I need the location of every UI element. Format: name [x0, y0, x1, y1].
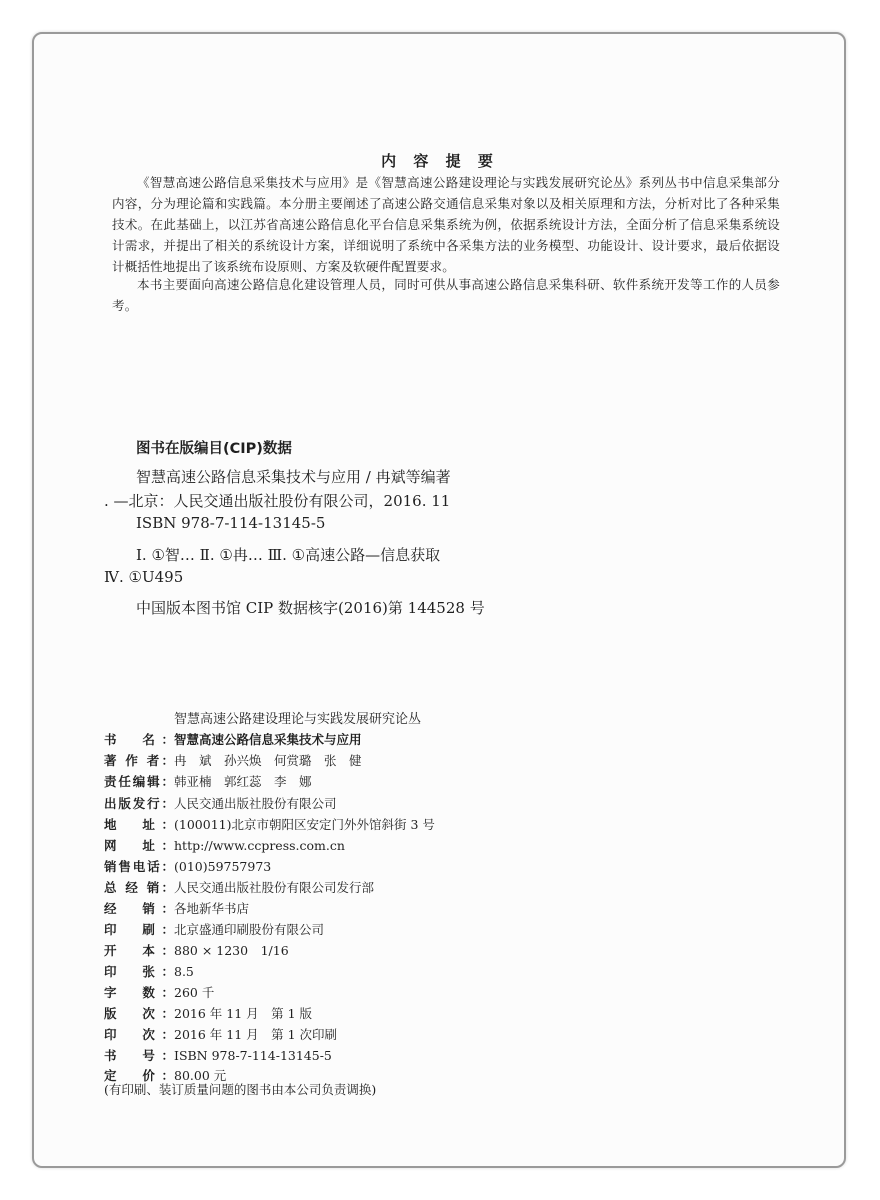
quality-note: (有印刷、装订质量问题的图书由本公司负责调换)	[104, 1082, 377, 1097]
cip-heading: 图书在版编目(CIP)数据	[136, 441, 292, 457]
info-value: (010)59757973	[174, 859, 272, 874]
info-label: 书 号：	[104, 1048, 174, 1063]
info-label: 开 本：	[104, 943, 174, 958]
summary-paragraph-1: 《智慧高速公路信息采集技术与应用》是《智慧高速公路建设理论与实践发展研究论丛》系列丛书中信息采集部分内容，分为理论篇和实践篇。本分册主要阐述了高速公路交通信息采集对象以及相关原理和方法，分析对比了各种采集技术。在此基础上，以江苏省高速公路信息化平台信息采集系统为例，依据系统设计方法，全面分析了信息采集系统设计需求，并提出了相关的系统设计方案，详细说明了系统中各采集方法的业务模型、功能设计、设计要求，最后依据设计概括性地提出了该系统布设原则、方案及软硬件配置要求。	[112, 175, 780, 274]
info-row	[104, 857, 271, 875]
cip-classification-line: Ⅰ. ①智… Ⅱ. ①冉… Ⅲ. ①高速公路—信息获取	[136, 546, 441, 564]
info-value: 8.5	[174, 964, 194, 979]
info-value: ISBN 978-7-114-13145-5	[174, 1048, 332, 1063]
info-label: 地 址：	[104, 817, 174, 832]
info-row	[104, 730, 362, 748]
cip-isbn-line: ISBN 978-7-114-13145-5	[136, 514, 326, 532]
info-value: 人民交通出版社股份有限公司发行部	[174, 880, 375, 895]
info-label: 印 刷：	[104, 922, 174, 937]
cip-record-number-line: 中国版本图书馆 CIP 数据核字(2016)第 144528 号	[136, 599, 485, 617]
info-label: 版 次：	[104, 1006, 174, 1021]
info-label: 出版发行：	[104, 796, 174, 811]
info-label: 总 经 销：	[104, 880, 174, 895]
info-label: 定 价：	[104, 1068, 174, 1083]
info-row	[104, 836, 345, 854]
info-row	[104, 772, 312, 790]
info-value: 韩亚楠 郭红蕊 李 娜	[174, 774, 312, 789]
series-name: 智慧高速公路建设理论与实践发展研究论丛	[174, 712, 422, 727]
info-row	[104, 941, 289, 959]
info-value: 冉 斌 孙兴焕 何赏璐 张 健	[174, 753, 362, 768]
info-value: 智慧高速公路信息采集技术与应用	[174, 732, 362, 747]
info-label: 印 次：	[104, 1027, 174, 1042]
info-row	[104, 962, 194, 980]
info-label: 著 作 者：	[104, 753, 174, 768]
cip-title-line: 智慧高速公路信息采集技术与应用 / 冉斌等编著	[136, 468, 451, 486]
info-label: 印 张：	[104, 964, 174, 979]
info-value: (100011)北京市朝阳区安定门外外馆斜街 3 号	[174, 817, 435, 832]
info-row	[104, 751, 362, 769]
info-row	[104, 1004, 312, 1022]
cip-publisher-line: . —北京：人民交通出版社股份有限公司，2016. 11	[104, 492, 451, 510]
info-value: http://www.ccpress.com.cn	[174, 838, 345, 853]
info-row	[104, 794, 337, 812]
cip-udc-line: Ⅳ. ①U495	[104, 568, 184, 586]
info-label: 销售电话：	[104, 859, 174, 874]
info-label: 责任编辑：	[104, 774, 174, 789]
summary-paragraph-2: 本书主要面向高速公路信息化建设管理人员，同时可供从事高速公路信息采集科研、软件系统开发等工作的人员参考。	[112, 277, 780, 313]
info-row	[104, 878, 374, 896]
info-value: 各地新华书店	[174, 901, 250, 916]
info-label: 经 销：	[104, 901, 174, 916]
info-value: 880 × 1230 1/16	[174, 943, 289, 958]
info-row	[104, 1025, 337, 1043]
summary-title: 内 容 提 要	[381, 152, 499, 170]
info-label: 书 名：	[104, 732, 174, 747]
info-value: 人民交通出版社股份有限公司	[174, 796, 337, 811]
info-row	[104, 983, 214, 1001]
info-value: 260 千	[174, 985, 215, 1000]
info-label: 网 址：	[104, 838, 174, 853]
info-value: 2016 年 11 月 第 1 版	[174, 1006, 313, 1021]
info-value: 北京盛通印刷股份有限公司	[174, 922, 325, 937]
info-value: 2016 年 11 月 第 1 次印刷	[174, 1027, 338, 1042]
info-row	[104, 899, 249, 917]
info-row	[104, 1046, 332, 1064]
info-label: 字 数：	[104, 985, 174, 1000]
info-row	[104, 815, 435, 833]
info-row	[104, 920, 324, 938]
info-value: 80.00 元	[174, 1068, 227, 1083]
